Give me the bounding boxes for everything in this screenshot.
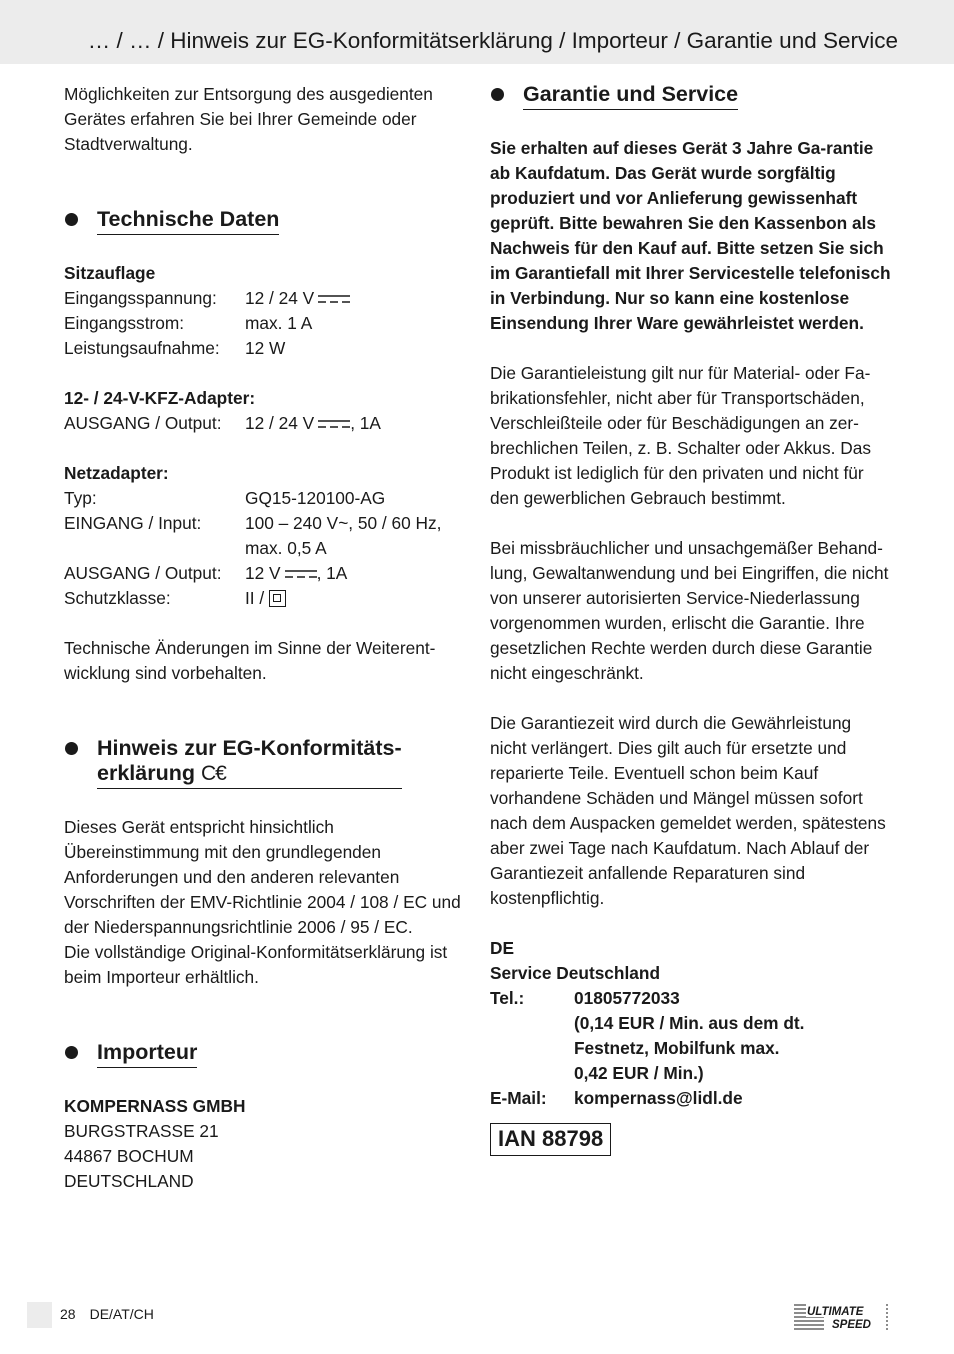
ian-number-box: IAN 88798 [490, 1123, 611, 1156]
technical-data-heading: Technische Daten [64, 207, 464, 235]
dc-symbol-icon [318, 419, 350, 430]
warranty-heading: Garantie und Service [490, 82, 892, 110]
dc-symbol-icon [285, 569, 317, 580]
spec-row-output: AUSGANG / Output: 12 V , 1A [64, 563, 348, 583]
spec-row-input: EINGANG / Input: 100 – 240 V~, 50 / 60 Hz, max. 0,5 A [64, 513, 442, 558]
footer-marker [27, 1302, 52, 1328]
svg-text:ULTIMATE: ULTIMATE [807, 1306, 864, 1318]
service-name: Service Deutschland [490, 963, 661, 983]
spec-row-protection-class: Schutzklasse: II / [64, 586, 464, 611]
dc-symbol-icon [318, 294, 350, 305]
warranty-intro: Sie erhalten auf dieses Gerät 3 Jahre Ga-rantie ab Kaufdatum. Das Gerät wurde sorgfältig produziert und vor Anlieferung gewissenhaft geprüft. Bitte bewahren Sie den Kassenbon als Nachweis für den Kauf auf. Bitte setzen Sie sich im Garantiefall mit Ihrer Servicestelle telefonisch in Verbindung. Nur so kann eine kostenlose Einsendung Ihrer Ware gewährleistet werden. [490, 138, 891, 333]
spec-row-power: Leistungsaufnahme: 12 W [64, 338, 286, 358]
bullet-icon [65, 742, 78, 755]
importer-street: BURGSTRASSE 21 [64, 1121, 219, 1141]
service-country: DE [490, 938, 515, 958]
importer-heading: Importeur [64, 1040, 464, 1068]
warranty-paragraph-3: Die Garantiezeit wird durch die Gewährleistung nicht verlängert. Dies gilt auch für ersetzte und reparierte Teile. Eventuell schon beim Kauf vorhandene Schäden und Mängel müssen sofort nach dem Auspacken gemeldet werden, spätestens aber zwei Tage nach Kaufdatum. Nach Ablauf der Garantiezeit anfallende Reparaturen sind kostenpflichtig. [490, 713, 886, 908]
spec-row-input-voltage: Eingangsspannung: 12 / 24 V [64, 286, 464, 311]
warranty-paragraph-1: Die Garantieleistung gilt nur für Material- oder Fa-brikationsfehler, nicht aber für Transportschäden, Verschleißteile oder für Beschädigungen an zer-brechlichen Teilen, z. B. Schalter oder Akkus. Das Produkt ist lediglich für den privaten und nicht für den gewerblichen Gebrauch bestimmt. [490, 363, 872, 508]
right-column [490, 82, 892, 1156]
spec-row-type: Typ: GQ15-120100-AG [64, 488, 386, 508]
spec-row-adapter-output: AUSGANG / Output: 12 / 24 V , 1A [64, 413, 381, 433]
disposal-text: Möglichkeiten zur Entsorgung des ausgedienten Gerätes erfahren Sie bei Ihrer Gemeinde oder Stadtverwaltung. [64, 84, 433, 154]
left-column [64, 82, 464, 1194]
bullet-icon [491, 88, 504, 101]
svg-text:SPEED: SPEED [832, 1319, 871, 1331]
ce-declaration-text-2: Die vollständige Original-Konformitätserklärung ist beim Importeur erhältlich. [64, 942, 448, 987]
importer-name: KOMPERNASS GMBH [64, 1096, 246, 1116]
ce-declaration-text: Dieses Gerät entspricht hinsichtlich Übereinstimmung mit den grundlegenden Anforderungen und den anderen relevanten Vorschriften der EMV-Richtlinie 2004 / 108 / EC und der Niederspannungsrichtlinie 2006 / 95 / EC. [64, 817, 461, 937]
page-number: 28 [60, 1306, 76, 1322]
bullet-icon [65, 1046, 78, 1059]
ce-declaration-heading: Hinweis zur EG-Konformitäts- erklärung C€ [64, 736, 464, 789]
locale-label: DE/AT/CH [89, 1306, 154, 1322]
ce-mark-icon: C€ [200, 762, 226, 785]
ultimate-speed-logo [792, 1302, 890, 1332]
seat-title: Sitzauflage [64, 263, 156, 283]
adapter-title: 12- / 24-V-KFZ-Adapter: [64, 388, 256, 408]
bullet-icon [65, 213, 78, 226]
spec-row-input-current: Eingangsstrom: max. 1 A [64, 313, 313, 333]
importer-city: 44867 BOCHUM [64, 1146, 194, 1166]
footer [60, 1306, 168, 1322]
power-adapter-title: Netzadapter: [64, 463, 169, 483]
service-phone: Tel.: 01805772033 (0,14 EUR / Min. aus dem dt. Festnetz, Mobilfunk max. 0,42 EUR / Min.) [490, 988, 805, 1083]
importer-country: DEUTSCHLAND [64, 1171, 194, 1191]
warranty-paragraph-2: Bei missbräuchlicher und unsachgemäßer Behand-lung, Gewaltanwendung und bei Eingriffen, die nicht von unserer autorisierten Service-Niederlassung vorgenommen wurden, erlischt die Garantie. Ihre gesetzlichen Rechte werden durch diese Garantie nicht eingeschränkt. [490, 538, 889, 683]
page-header-title: … / … / Hinweis zur EG-Konformitätserklärung / Importeur / Garantie und Service [87, 28, 898, 53]
protection-class-ii-icon [269, 590, 286, 607]
technical-note: Technische Änderungen im Sinne der Weiterent-wicklung sind vorbehalten. [64, 638, 436, 683]
service-email: E-Mail: kompernass@lidl.de [490, 1088, 743, 1108]
